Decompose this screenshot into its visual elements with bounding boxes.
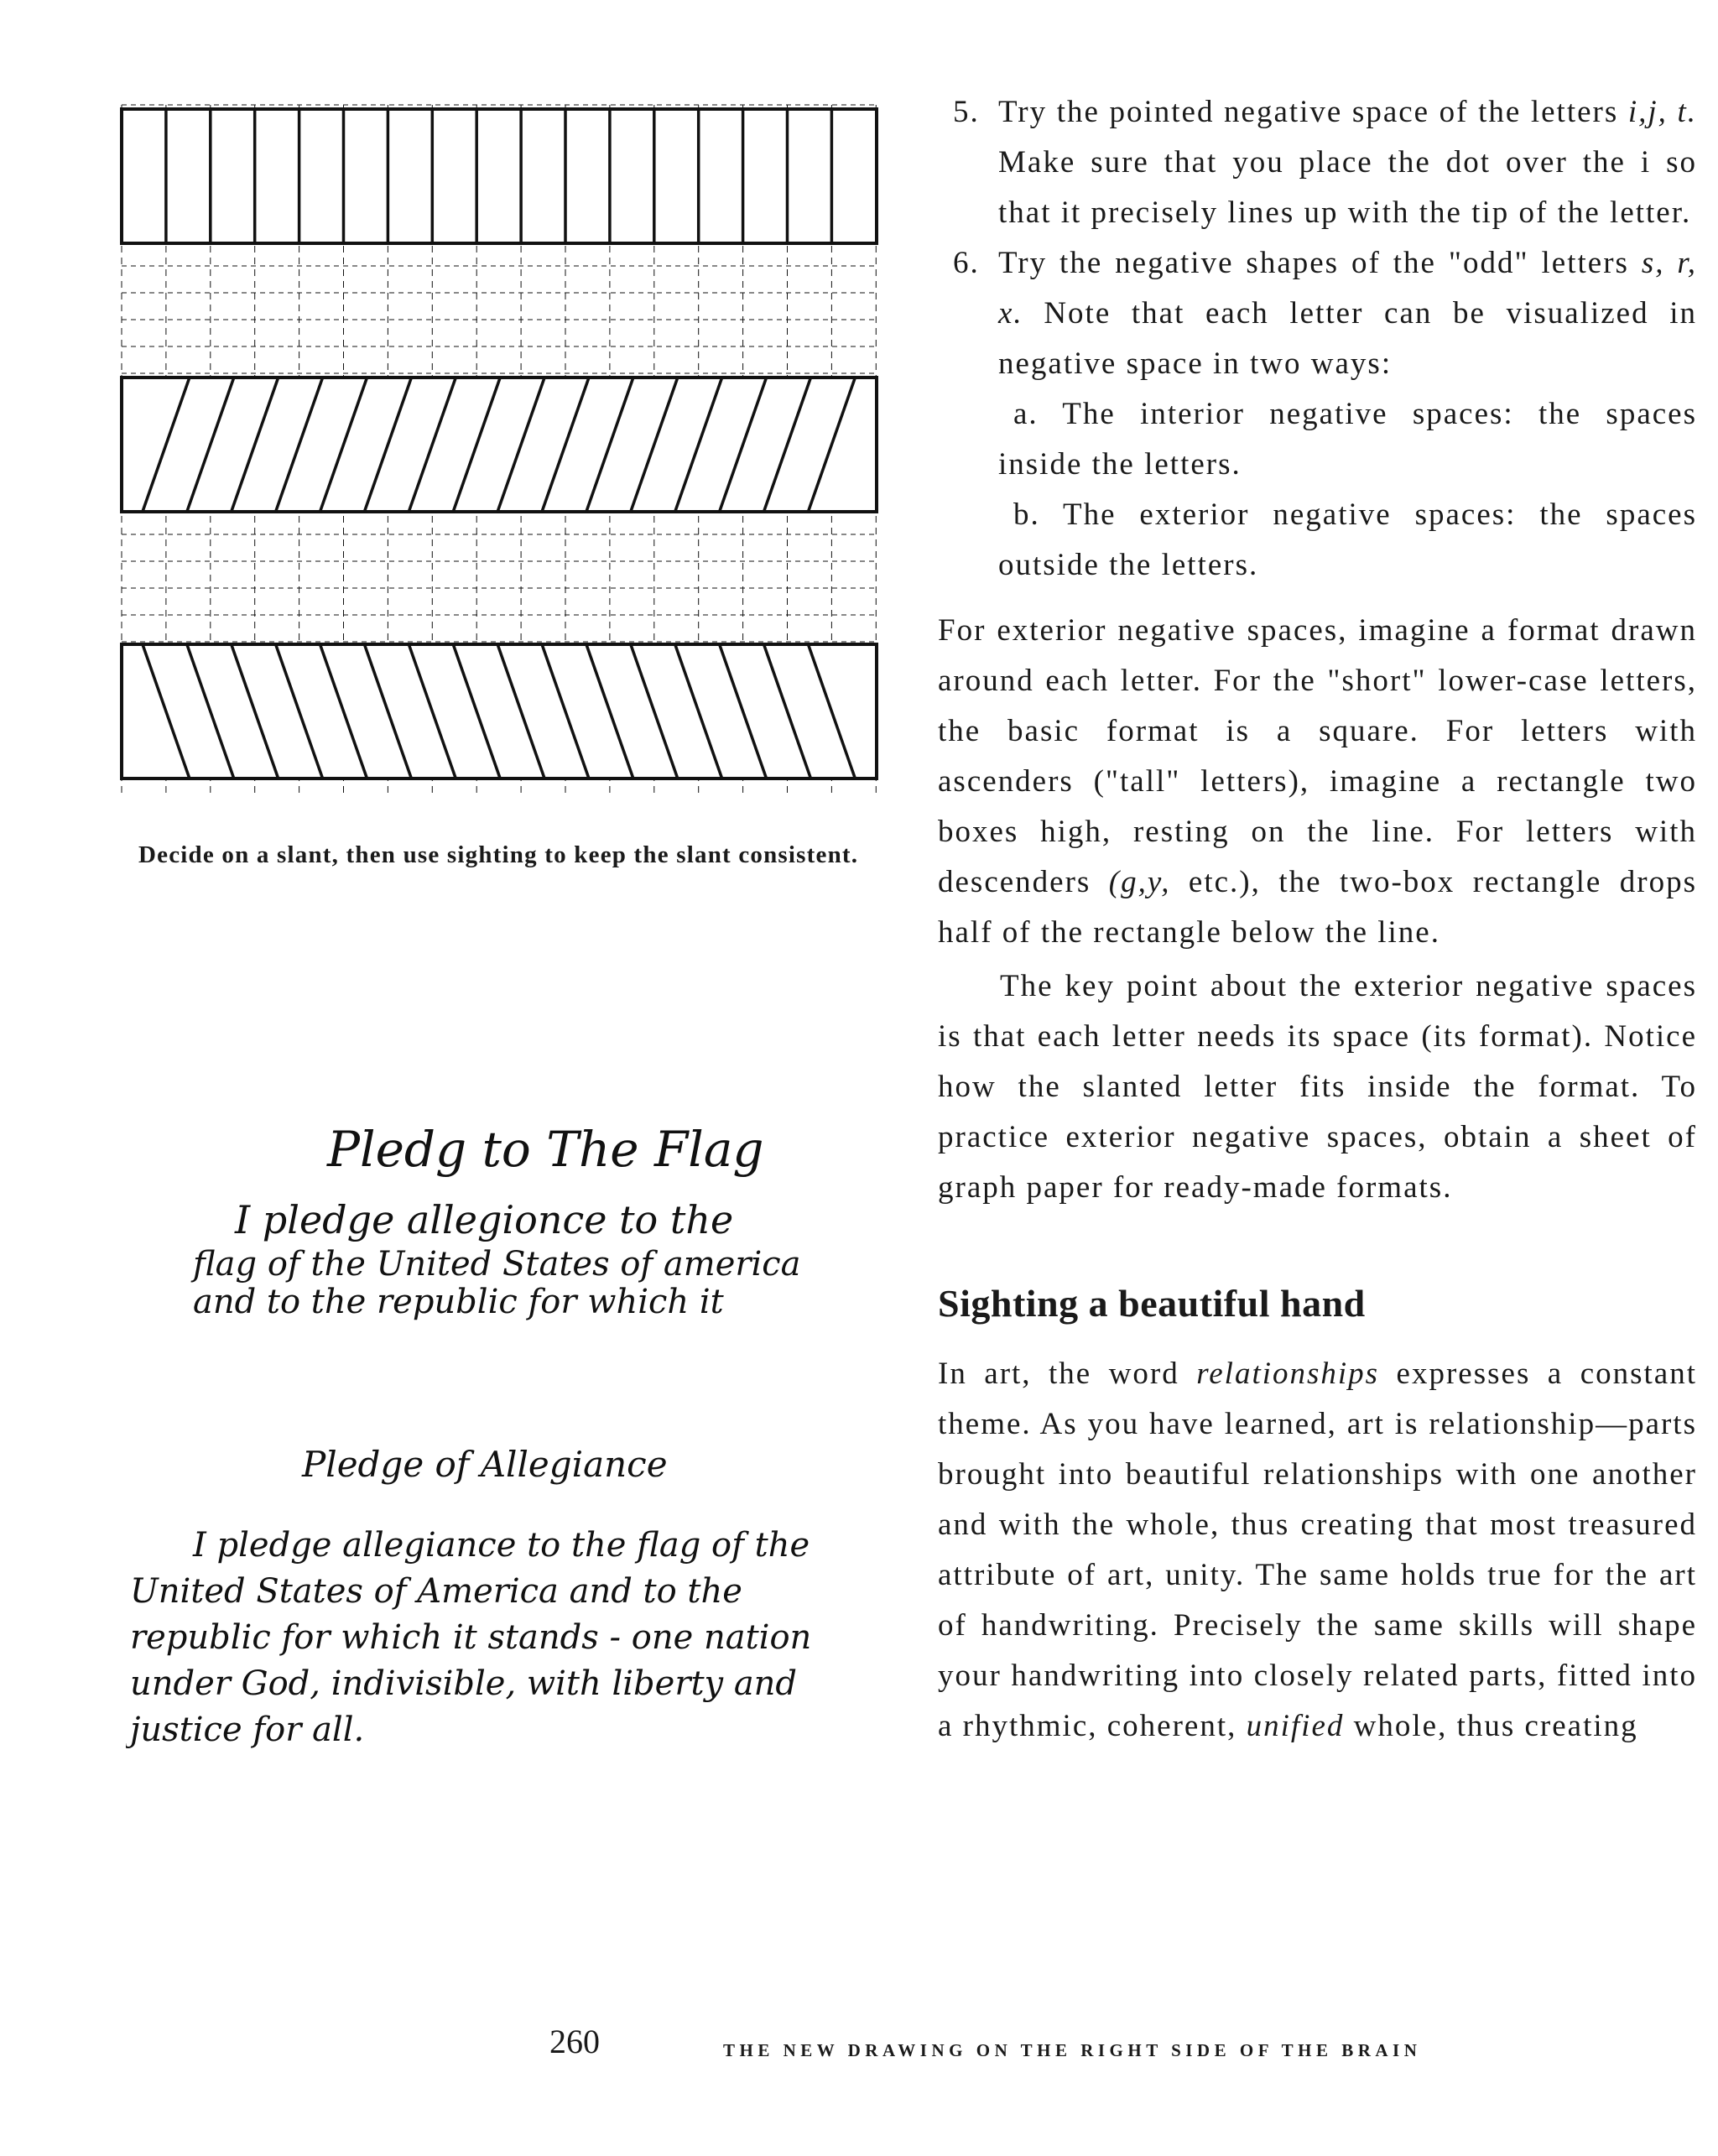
handwriting-before-line: flag of the United States of america — [193, 1245, 801, 1284]
list-text: Try the negative shapes of the "odd" letters — [998, 246, 1642, 280]
slant-band — [122, 644, 877, 779]
paragraph-text: expresses a constant theme. As you have learned, art is relationship—parts brought into beautiful relationships with one another and with the whole, thus creating that most treasured attribute of art, unity. The same holds true for the art of handwriting. Precisely the same skills will shape your handwriting into closely related parts, fitted into a rhythmic, coherent, — [938, 1357, 1698, 1743]
paragraph-text: For exterior negative spaces, imagine a format drawn around each letter. For the "short" lower-case letters, the basic format is a square. For letters with ascenders ("tall" letters), imagine a rectangle two boxes high, resting on the line. For letters with descenders — [938, 613, 1697, 899]
paragraph-key-point: The key point about the exterior negative spaces is that each letter needs its space (its format). Notice how the slanted letter fits inside the format. To practice exterior negative spaces, obtain a sheet of graph paper for ready-made formats. — [938, 969, 1697, 1205]
handwriting-sample-before — [168, 1107, 889, 1363]
slant-band — [122, 109, 877, 243]
list-item-6 — [938, 238, 1697, 389]
list-number: 5. — [953, 95, 980, 129]
paragraph-italic: unified — [1246, 1709, 1345, 1743]
paragraph-italic: relationships — [1196, 1357, 1380, 1391]
paragraph-text: In art, the word — [938, 1357, 1197, 1391]
handwriting-sample-after — [126, 1426, 881, 1783]
figure-caption: Decide on a slant, then use sighting to keep the slant consistent. — [138, 841, 859, 868]
paragraph-relationships — [938, 1349, 1697, 1752]
page-number: 260 — [549, 2023, 600, 2060]
paragraph-italic: (g,y, — [1108, 865, 1171, 899]
slant-figure — [117, 101, 889, 818]
list-text: Note that each letter can be visualized in negative space in two ways: — [998, 296, 1697, 381]
handwriting-after-line: United States of America and to the — [130, 1572, 742, 1611]
section-heading: Sighting a beautiful hand — [938, 1282, 1366, 1325]
paragraph-text: whole, thus creating — [1344, 1709, 1638, 1743]
handwriting-after-line: under God, indivisible, with liberty and — [130, 1664, 798, 1703]
running-title: THE NEW DRAWING ON THE RIGHT SIDE OF THE BRAIN — [723, 2040, 1422, 2060]
list-number: 6. — [953, 246, 980, 280]
handwriting-after-line: I pledge allegiance to the flag of the — [193, 1526, 810, 1565]
handwriting-after-line: justice for all. — [130, 1711, 365, 1749]
handwriting-before-title: Pledg to The Flag — [327, 1121, 764, 1178]
body-text-column — [938, 87, 1697, 1752]
paragraph-exterior-spaces — [938, 606, 1697, 958]
list-text: Make sure that you place the dot over the i so that it precisely lines up with the tip of the letter. — [998, 145, 1697, 230]
list-item-5 — [938, 87, 1697, 238]
sub-item-b: b. The exterior negative spaces: the spaces outside the letters. — [998, 497, 1697, 582]
handwriting-before-line: and to the republic for which it — [193, 1283, 724, 1321]
paragraph-text: etc.), the two-box rectangle drops half of the rectangle below the line. — [938, 865, 1697, 950]
list-italic: s, r, x. — [998, 246, 1697, 331]
handwriting-after-line: republic for which it stands - one nation — [130, 1618, 812, 1657]
handwriting-before-line: I pledge allegionce to the — [235, 1197, 734, 1242]
handwriting-after-title: Pledge of Allegiance — [302, 1444, 668, 1485]
sub-item-a: a. The interior negative spaces: the spaces inside the letters. — [998, 397, 1697, 482]
slant-grid-illustration — [117, 101, 889, 814]
list-text: Try the pointed negative space of the letters — [998, 95, 1628, 129]
list-italic: i,j, t. — [1627, 95, 1697, 129]
slant-band — [122, 378, 877, 512]
